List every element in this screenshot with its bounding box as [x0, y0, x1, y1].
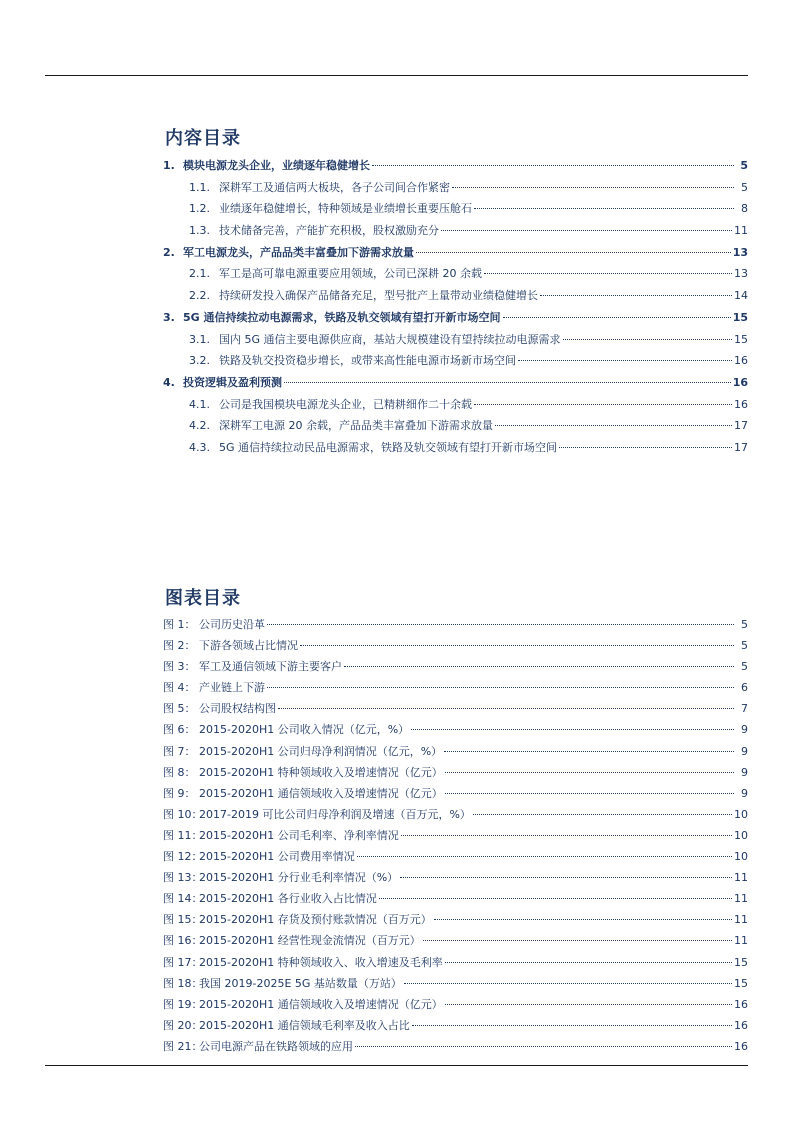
figure-entry-number: 图 18：	[163, 976, 203, 990]
toc-entry-page-number: 15	[734, 332, 748, 346]
toc-entry[interactable]	[163, 329, 748, 351]
toc-entry-number: 1.2.	[189, 202, 210, 216]
toc-entry-number: 4.1.	[189, 397, 210, 411]
dot-leader	[474, 207, 734, 209]
toc-entry-number: 1.1.	[189, 180, 210, 194]
figure-entry[interactable]	[163, 719, 748, 740]
figure-entry-page-number: 9	[741, 744, 748, 758]
figure-entry[interactable]	[163, 846, 748, 867]
dot-leader	[473, 813, 732, 815]
figure-entry-text: 2015-2020H1 分行业毛利率情况（%）	[199, 871, 399, 885]
toc-entry[interactable]	[163, 350, 748, 372]
toc-entry-text: 深耕军工电源 20 余载，产品品类丰富叠加下游需求放量	[219, 419, 493, 433]
dot-leader	[484, 272, 732, 274]
figure-entry-number: 图 13：	[163, 871, 203, 885]
figure-entry[interactable]	[163, 804, 748, 825]
toc-entry[interactable]	[163, 177, 748, 199]
figure-entry-page-number: 5	[741, 618, 748, 631]
figure-entry-text: 军工及通信领域下游主要客户	[199, 660, 342, 674]
dot-leader	[452, 186, 734, 188]
toc-entry-page-number: 13	[734, 267, 748, 281]
figure-entry-number: 图 15：	[163, 913, 203, 927]
toc-entry-number: 1.3.	[189, 224, 210, 238]
toc-entry-number: 2.	[163, 245, 175, 259]
toc-entry[interactable]	[163, 285, 748, 307]
toc-entry[interactable]	[163, 220, 748, 242]
figure-entry-text: 2015-2020H1 通信领域毛利率及收入占比	[199, 1018, 410, 1032]
figure-entry-text: 2015-2020H1 通信领域收入及增速情况（亿元）	[199, 997, 443, 1011]
figure-entry-number: 图 19：	[163, 997, 203, 1011]
figure-entry-page-number: 15	[734, 955, 748, 969]
figure-entry-number: 图 1：	[163, 618, 196, 631]
figure-entry-number: 图 20：	[163, 1018, 203, 1032]
toc-entry[interactable]	[163, 263, 748, 285]
figure-entry[interactable]	[163, 825, 748, 846]
dot-leader	[412, 1024, 732, 1026]
figure-entry-text: 2015-2020H1 公司费用率情况	[199, 850, 355, 864]
toc-entry-text: 深耕军工及通信两大板块，各子公司间合作紧密	[219, 180, 450, 194]
toc-entry-number: 3.	[163, 310, 175, 324]
figure-entry-page-number: 11	[734, 934, 748, 948]
toc-entry[interactable]	[163, 415, 748, 437]
toc-entry-text: 业绩逐年稳健增长，特种领域是业绩增长重要压舱石	[219, 202, 472, 216]
dot-leader	[474, 403, 732, 405]
figure-entry[interactable]	[163, 614, 748, 635]
header-rule	[45, 75, 748, 76]
toc-entry[interactable]	[163, 394, 748, 416]
figure-entry-page-number: 10	[734, 807, 748, 821]
figure-entry[interactable]	[163, 867, 748, 888]
toc-entry-page-number: 5	[740, 159, 748, 172]
dot-leader	[503, 316, 731, 318]
toc-entry-text: 铁路及轨交投资稳步增长，或带来高性能电源市场新市场空间	[219, 354, 516, 368]
dot-leader	[540, 294, 732, 296]
figure-entry-number: 图 11：	[163, 828, 203, 842]
toc-entry-number: 4.	[163, 375, 175, 389]
figure-entry-text: 2015-2020H1 公司收入情况（亿元，%）	[199, 723, 410, 737]
figure-entry-number: 图 6：	[163, 723, 196, 737]
toc-entry-text: 5G 通信持续拉动民品电源需求，铁路及轨交领域有望打开新市场空间	[219, 440, 558, 454]
dot-leader	[404, 982, 732, 984]
figure-entry-page-number: 9	[741, 765, 748, 779]
toc-entry[interactable]	[163, 198, 748, 220]
dot-leader	[267, 686, 734, 688]
toc-entry-page-number: 5	[741, 180, 748, 194]
toc-entry[interactable]	[163, 307, 748, 329]
figure-entry-page-number: 5	[741, 660, 748, 674]
toc-entry-number: 3.1.	[189, 332, 210, 346]
figure-entry-text: 2015-2020H1 各行业收入占比情况	[199, 892, 377, 906]
toc-entry[interactable]	[163, 155, 748, 177]
dot-leader	[357, 855, 732, 857]
toc-entry-number: 2.2.	[189, 289, 210, 303]
figure-entry-page-number: 15	[734, 976, 748, 990]
toc-entry-text: 模块电源龙头企业，业绩逐年稳健增长	[183, 159, 370, 172]
dot-leader	[411, 728, 734, 730]
figure-entry-text: 2015-2020H1 存货及预付账款情况（百万元）	[199, 913, 432, 927]
dot-leader	[434, 918, 732, 920]
toc-entry-page-number: 16	[734, 397, 748, 411]
figure-entry-page-number: 5	[741, 639, 748, 653]
figure-entry-number: 图 9：	[163, 786, 196, 800]
figure-entry-number: 图 12：	[163, 850, 203, 864]
dot-leader	[416, 251, 731, 253]
figure-entry[interactable]	[163, 909, 748, 930]
figure-entry[interactable]	[163, 677, 748, 698]
figure-entry-page-number: 16	[734, 1018, 748, 1032]
figure-entry-text: 2015-2020H1 特种领域收入、收入增速及毛利率	[199, 955, 443, 969]
dot-leader	[372, 164, 734, 166]
dot-leader	[284, 381, 731, 383]
figure-entry-page-number: 10	[734, 850, 748, 864]
figure-entry-page-number: 9	[741, 723, 748, 737]
toc-entry-number: 4.2.	[189, 419, 210, 433]
figure-entry-text: 2015-2020H1 经营性现金流情况（百万元）	[199, 934, 421, 948]
dot-leader	[267, 623, 734, 625]
toc-title: 内容目录	[165, 128, 241, 149]
toc-entry-text: 国内 5G 通信主要电源供应商，基站大规模建设有望持续拉动电源需求	[219, 332, 561, 346]
figure-entry-number: 图 14：	[163, 892, 203, 906]
toc-entry-page-number: 15	[732, 310, 748, 324]
figure-entry-number: 图 2：	[163, 639, 196, 653]
dot-leader	[445, 1003, 732, 1005]
figure-entry[interactable]	[163, 656, 748, 677]
toc-entry-page-number: 13	[732, 245, 748, 259]
toc-entry-text: 投资逻辑及盈利预测	[183, 375, 282, 389]
dot-leader	[278, 707, 734, 709]
figure-entry[interactable]	[163, 762, 748, 783]
figure-entry-text: 2015-2020H1 公司归母净利润情况（亿元，%）	[199, 744, 443, 758]
footer-rule	[45, 1065, 748, 1066]
figure-entry-text: 2015-2020H1 公司毛利率、净利率情况	[199, 828, 399, 842]
figure-entry-text: 公司股权结构图	[199, 702, 276, 716]
toc-entry-text: 军工电源龙头，产品品类丰富叠加下游需求放量	[183, 245, 414, 259]
figure-entry-text: 公司历史沿革	[199, 618, 265, 631]
toc-entry-text: 军工是高可靠电源重要应用领域，公司已深耕 20 余载	[219, 267, 482, 281]
figure-entry[interactable]	[163, 888, 748, 909]
figure-entry-number: 图 21：	[163, 1039, 203, 1053]
toc-entry-text: 公司是我国模块电源龙头企业，已精耕细作二十余载	[219, 397, 472, 411]
dot-leader	[444, 750, 734, 752]
figure-entry-number: 图 10：	[163, 807, 203, 821]
figure-entry-number: 图 16：	[163, 934, 203, 948]
toc-entry[interactable]	[163, 372, 748, 394]
dot-leader	[518, 359, 732, 361]
figure-entry[interactable]	[163, 1015, 748, 1036]
toc-entry-number: 4.3.	[189, 440, 210, 454]
figure-entry[interactable]	[163, 930, 748, 951]
toc-list	[163, 155, 748, 459]
figure-entry-page-number: 11	[734, 871, 748, 885]
figures-list	[163, 614, 748, 1057]
toc-entry-page-number: 8	[741, 202, 748, 216]
toc-entry-text: 持续研发投入确保产品储备充足，型号批产上量带动业绩稳健增长	[219, 289, 538, 303]
figure-entry[interactable]	[163, 994, 748, 1015]
figures-title: 图表目录	[165, 588, 241, 609]
toc-entry[interactable]	[163, 242, 748, 264]
figure-entry[interactable]	[163, 635, 748, 656]
figure-entry[interactable]	[163, 698, 748, 719]
toc-entry-text: 5G 通信持续拉动电源需求，铁路及轨交领域有望打开新市场空间	[183, 310, 501, 324]
figure-entry-number: 图 8：	[163, 765, 196, 779]
dot-leader	[379, 897, 732, 899]
dot-leader	[344, 665, 734, 667]
figure-entry-number: 图 4：	[163, 681, 196, 695]
dot-leader	[563, 338, 732, 340]
toc-entry-page-number: 16	[732, 375, 748, 389]
dot-leader	[423, 939, 732, 941]
figure-entry-text: 2015-2020H1 特种领域收入及增速情况（亿元）	[199, 765, 443, 779]
figure-entry-number: 图 7：	[163, 744, 196, 758]
figure-entry-page-number: 11	[734, 892, 748, 906]
toc-entry-page-number: 17	[734, 440, 748, 454]
figure-entry-page-number: 16	[734, 1039, 748, 1053]
dot-leader	[401, 834, 732, 836]
toc-entry[interactable]	[163, 437, 748, 459]
dot-leader	[495, 424, 732, 426]
dot-leader	[400, 876, 732, 878]
figure-entry-page-number: 16	[734, 997, 748, 1011]
figure-entry-text: 公司电源产品在铁路领域的应用	[199, 1039, 353, 1053]
figure-entry-page-number: 7	[741, 702, 748, 716]
figure-entry[interactable]	[163, 741, 748, 762]
dot-leader	[355, 1045, 732, 1047]
dot-leader	[559, 446, 732, 448]
dot-leader	[445, 961, 732, 963]
figure-entry[interactable]	[163, 1036, 748, 1057]
dot-leader	[445, 771, 734, 773]
figure-entry-text: 产业链上下游	[199, 681, 265, 695]
figure-entry-text: 我国 2019-2025E 5G 基站数量（万站）	[199, 976, 402, 990]
toc-entry-page-number: 11	[734, 224, 748, 238]
figure-entry-number: 图 5：	[163, 702, 196, 716]
figure-entry[interactable]	[163, 783, 748, 804]
figure-entry-text: 2015-2020H1 通信领域收入及增速情况（亿元）	[199, 786, 443, 800]
figure-entry-number: 图 3：	[163, 660, 196, 674]
figure-entry-page-number: 11	[734, 913, 748, 927]
dot-leader	[300, 644, 734, 646]
toc-entry-number: 3.2.	[189, 354, 210, 368]
toc-entry-page-number: 16	[734, 354, 748, 368]
figure-entry-page-number: 9	[741, 786, 748, 800]
figure-entry-number: 图 17：	[163, 955, 203, 969]
dot-leader	[441, 229, 732, 231]
toc-entry-text: 技术储备完善，产能扩充积极，股权激励充分	[219, 224, 439, 238]
figure-entry-text: 2017-2019 可比公司归母净利润及增速（百万元，%）	[199, 807, 471, 821]
figure-entry-page-number: 10	[734, 828, 748, 842]
toc-entry-page-number: 14	[734, 289, 748, 303]
figure-entry-page-number: 6	[741, 681, 748, 695]
dot-leader	[445, 792, 734, 794]
toc-entry-number: 2.1.	[189, 267, 210, 281]
toc-entry-page-number: 17	[734, 419, 748, 433]
figure-entry-text: 下游各领域占比情况	[199, 639, 298, 653]
toc-entry-number: 1.	[163, 159, 175, 172]
figure-entry[interactable]	[163, 973, 748, 994]
figure-entry[interactable]	[163, 952, 748, 973]
